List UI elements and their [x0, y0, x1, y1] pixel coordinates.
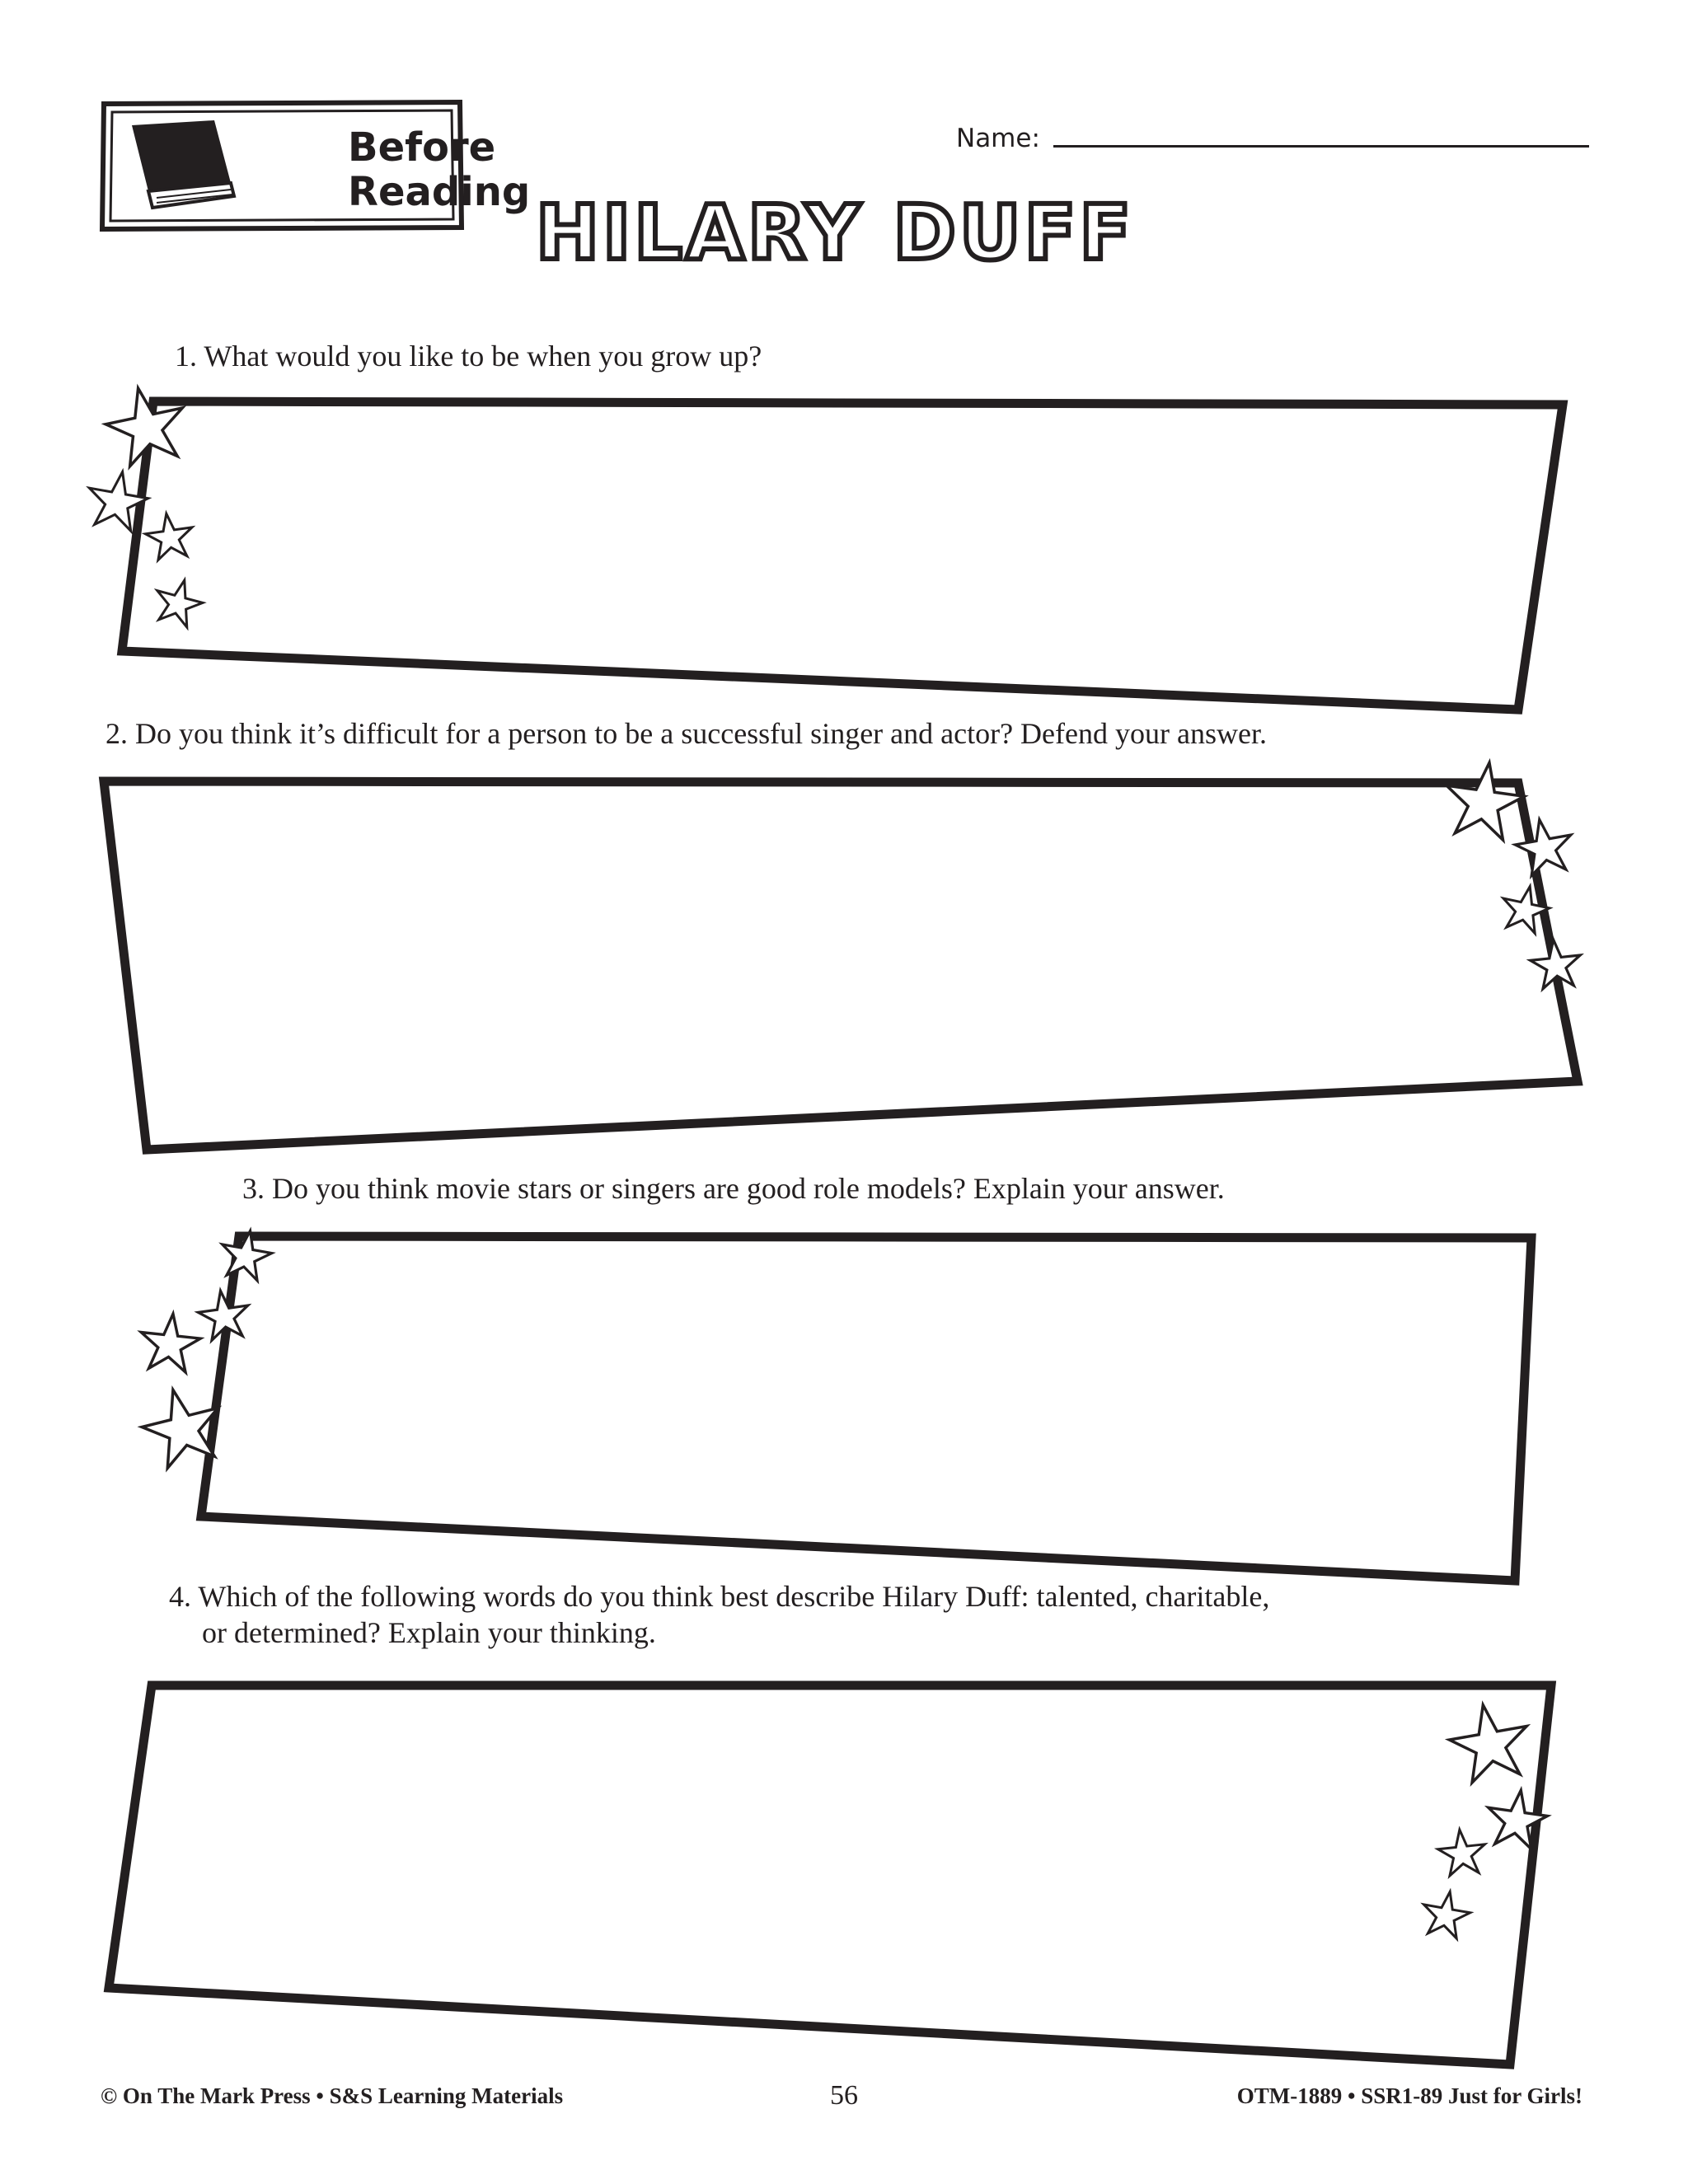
page-number: 56: [830, 2080, 858, 2111]
star-icon: [1419, 1888, 1474, 1940]
svg-text:HILARY DUFF: HILARY DUFF: [536, 189, 1135, 277]
question-3: [242, 1170, 1225, 1207]
star-icon: [135, 1380, 229, 1472]
star-icon: [1444, 1699, 1534, 1786]
footer-publisher: © On The Mark Press • S&S Learning Materials: [101, 2083, 564, 2108]
question-3-text: Do you think movie stars or singers are good role models? Explain your answer.: [272, 1172, 1225, 1205]
question-4-text: Which of the following words do you think best describe Hilary Duff: talented, charitable,: [198, 1580, 1270, 1613]
star-icon: [1528, 937, 1583, 990]
footer-product-code: OTM-1889 • SSR1-89 Just for Girls!: [1236, 2083, 1582, 2108]
star-icon: [138, 1310, 203, 1373]
question-4-text-line-2: or determined? Explain your thinking.: [202, 1616, 656, 1649]
question-1-text: What would you like to be when you grow up?: [204, 340, 762, 373]
question-4-number: 4.: [169, 1580, 191, 1613]
star-icon: [1498, 882, 1553, 935]
badge-line-1: Before: [348, 124, 496, 171]
star-icon: [83, 466, 152, 532]
name-label: Name:: [956, 124, 1040, 153]
badge-line-2: Reading: [348, 169, 531, 215]
star-icon: [143, 510, 196, 561]
star-icon: [1512, 815, 1577, 878]
star-icon: [1484, 1786, 1550, 1850]
question-1-number: 1.: [175, 340, 197, 373]
question-3-number: 3.: [242, 1172, 265, 1205]
star-icon: [150, 574, 207, 630]
star-icon: [1440, 757, 1528, 842]
question-2: [106, 715, 1267, 752]
star-icon: [100, 380, 192, 469]
question-4: [169, 1578, 1269, 1651]
star-icon: [218, 1226, 275, 1282]
question-2-text: Do you think it’s difficult for a person to be a successful singer and actor? Defend your answer.: [135, 717, 1267, 750]
star-icon: [1436, 1827, 1487, 1877]
star-icon: [195, 1287, 251, 1342]
question-2-number: 2.: [106, 717, 128, 750]
